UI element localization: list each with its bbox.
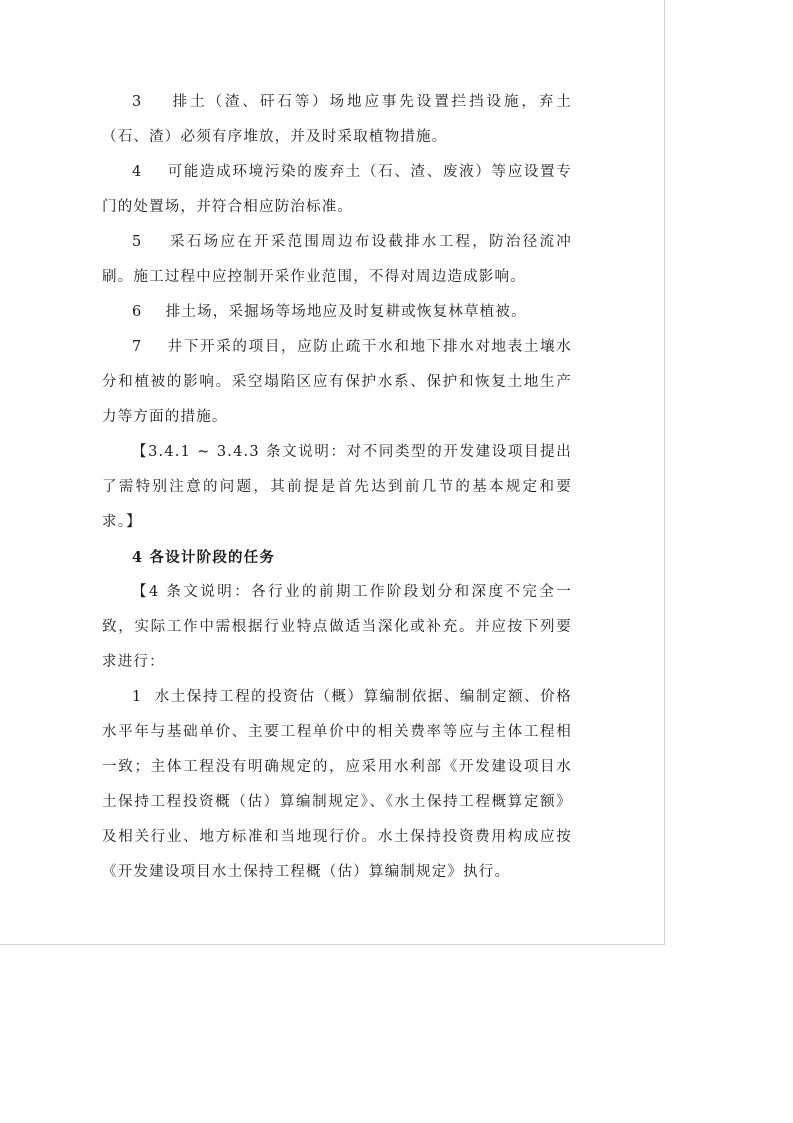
item-text: 水土保持工程的投资估（概）算编制依据、编制定额、价格水平年与基础单价、主要工程单价中的相关费率等应与主体工程相一致；主体工程没有明确规定的，应采用水利部《开发建设项目水土保持工程投资概（估）算编制规定》、《水土保持工程概算定额》及相关行业、地方标准和当地现行价。水土保持投资费用构成应按《开发建设项目水土保持工程概（估）算编制规定》执行。 <box>102 689 572 880</box>
section-explanation-note: 【4 条文说明：各行业的前期工作阶段划分和深度不完全一致，实际工作中需根据行业特点做适当深化或补充。并应按下列要求进行： <box>102 584 572 670</box>
clause-number: 7 <box>132 339 143 355</box>
clause-number: 6 <box>132 304 143 320</box>
section-heading: 4 各设计阶段的任务 <box>132 549 276 566</box>
clause-6 <box>102 295 572 330</box>
clause-text: 井下开采的项目，应防止疏干水和地下排水对地表土壤水分和植被的影响。采空塌陷区应有保护水系、保护和恢复土地生产力等方面的措施。 <box>102 339 572 425</box>
clause-number: 5 <box>132 234 143 250</box>
clause-5 <box>102 225 572 295</box>
clause-7 <box>102 330 572 435</box>
clause-number: 3 <box>132 94 143 110</box>
item-1 <box>102 680 572 890</box>
clause-4 <box>102 155 572 225</box>
clause-number: 4 <box>132 164 143 180</box>
clause-text: 采石场应在开采范围周边布设截排水工程，防治径流冲刷。施工过程中应控制开采作业范围，不得对周边造成影响。 <box>102 234 572 285</box>
clause-text: 排土（渣、矸石等）场地应事先设置拦挡设施，弃土（石、渣）必须有序堆放，并及时采取植物措施。 <box>102 94 572 145</box>
clause-text: 排土场，采掘场等场地应及时复耕或恢复林草植被。 <box>165 304 527 320</box>
document-content <box>102 85 572 890</box>
clause-3 <box>102 85 572 155</box>
clause-text: 可能造成环境污染的废弃土（石、渣、废液）等应设置专门的处置场，并符合相应防治标准。 <box>102 164 572 215</box>
item-number: 1 <box>132 689 143 705</box>
clause-explanation-note: 【3.4.1 ~ 3.4.3 条文说明：对不同类型的开发建设项目提出了需特别注意的问题，其前提是首先达到前几节的基本规定和要求。】 <box>102 444 572 530</box>
